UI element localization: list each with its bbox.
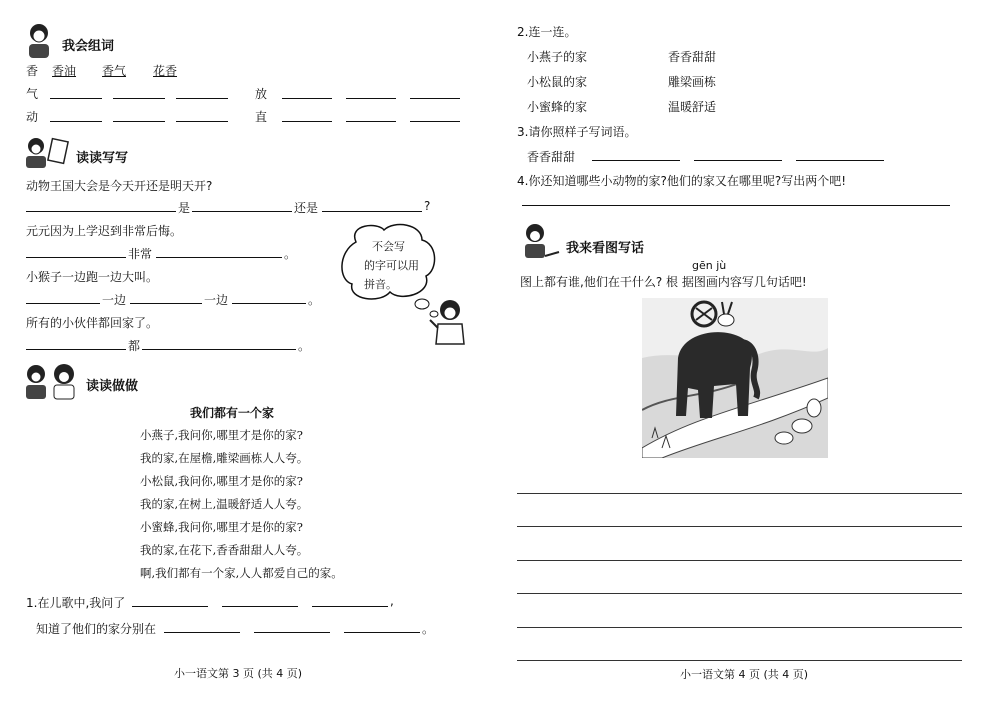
sentence: 所有的小伙伴都回家了。	[26, 316, 159, 330]
section-title-picture-writing: 我来看图写话	[566, 241, 645, 256]
sentence: 小猴子一边跑一边大叫。	[26, 270, 159, 284]
fill-punct: 。	[308, 293, 321, 307]
question-1-continued: 知道了他们的家分别在	[36, 622, 157, 636]
answer-blank[interactable]	[176, 98, 228, 99]
answer-blank[interactable]	[796, 160, 884, 161]
poem-line: 我的家,在树上,温暖舒适人人夸。	[140, 497, 309, 511]
answer-blank[interactable]	[192, 211, 292, 212]
prompt-char: 放	[255, 87, 268, 101]
match-left[interactable]: 小松鼠的家	[527, 75, 588, 89]
answer-line[interactable]	[522, 205, 950, 206]
poem-line: 啊,我们都有一个家,人人都爱自己的家。	[140, 566, 343, 580]
answer-blank[interactable]	[26, 303, 100, 304]
section-title-read-do: 读读做做	[86, 379, 139, 394]
answer-blank[interactable]	[232, 303, 306, 304]
elephant-rabbit-illustration	[642, 298, 828, 458]
bubble-line: 不会写	[372, 240, 405, 253]
answer-blank[interactable]	[322, 211, 422, 212]
page-footer: 小一语文第 4 页 (共 4 页)	[680, 668, 809, 681]
answer-blank[interactable]	[254, 632, 330, 633]
sentence: 元元因为上学迟到非常后悔。	[26, 224, 183, 238]
writing-line[interactable]	[517, 627, 962, 628]
answer-blank[interactable]	[410, 98, 460, 99]
prompt-char: 气	[26, 87, 39, 101]
answer-blank[interactable]	[156, 257, 282, 258]
section-title-word-building: 我会组词	[62, 39, 115, 54]
answer-blank[interactable]	[282, 98, 332, 99]
answer-blank[interactable]	[164, 632, 240, 633]
question-3-title: 3.请你照样子写词语。	[517, 125, 637, 139]
answer-blank[interactable]	[222, 606, 298, 607]
match-right[interactable]: 雕梁画栋	[668, 75, 717, 89]
match-left[interactable]: 小燕子的家	[527, 50, 588, 64]
section-title-read-write: 读读写写	[76, 151, 129, 166]
writing-line[interactable]	[517, 526, 962, 527]
writing-line[interactable]	[517, 560, 962, 561]
answer-blank[interactable]	[142, 349, 296, 350]
writing-line[interactable]	[517, 593, 962, 594]
answer-blank[interactable]	[410, 121, 460, 122]
answer-blank[interactable]	[312, 606, 388, 607]
answer-blank[interactable]	[50, 121, 102, 122]
match-left[interactable]: 小蜜蜂的家	[527, 100, 588, 114]
fill-punct: ,	[390, 594, 394, 608]
prompt-char: 动	[26, 110, 39, 124]
bubble-line: 拼音。	[364, 278, 397, 291]
fill-word: 是	[178, 201, 191, 215]
poem-line: 我的家,在屋檐,雕梁画栋人人夸。	[140, 451, 309, 465]
writing-line[interactable]	[517, 660, 962, 661]
answer-blank[interactable]	[176, 121, 228, 122]
answer-blank[interactable]	[132, 606, 208, 607]
answer-blank[interactable]	[26, 257, 126, 258]
example-char: 香	[26, 64, 39, 78]
question-1: 1.在儿歌中,我问了	[26, 596, 126, 610]
bubble-line: 的字可以用	[364, 259, 419, 272]
example-word: 花香	[153, 64, 178, 78]
answer-blank[interactable]	[344, 632, 420, 633]
boy-writing-icon	[517, 222, 561, 260]
answer-blank[interactable]	[592, 160, 680, 161]
writing-line[interactable]	[517, 493, 962, 494]
match-right[interactable]: 温暖舒适	[668, 100, 717, 114]
fill-punct: ?	[424, 199, 431, 213]
girl-pointing-icon	[426, 298, 468, 346]
fill-punct: 。	[422, 622, 435, 636]
page-footer: 小一语文第 3 页 (共 4 页)	[174, 667, 303, 680]
fill-punct: 。	[284, 247, 297, 261]
answer-blank[interactable]	[130, 303, 202, 304]
answer-blank[interactable]	[26, 211, 176, 212]
poem-line: 小蜜蜂,我问你,哪里才是你的家?	[140, 520, 303, 534]
answer-blank[interactable]	[282, 121, 332, 122]
fill-word: 一边	[204, 293, 229, 307]
match-right[interactable]: 香香甜甜	[668, 50, 717, 64]
fill-word: 还是	[294, 201, 319, 215]
boy-icon	[22, 22, 56, 60]
reading-boy-icon	[22, 136, 72, 170]
answer-blank[interactable]	[50, 98, 102, 99]
sentence: 动物王国大会是今天开还是明天开?	[26, 179, 213, 193]
fill-punct: 。	[298, 339, 311, 353]
answer-blank[interactable]	[113, 98, 165, 99]
fill-word: 一边	[102, 293, 127, 307]
thought-bubble	[338, 222, 438, 306]
question-2-title: 2.连一连。	[517, 25, 577, 39]
fill-word: 都	[128, 339, 141, 353]
two-children-icon	[22, 363, 80, 401]
poem-line: 我的家,在花下,香香甜甜人人夸。	[140, 543, 309, 557]
answer-blank[interactable]	[346, 121, 396, 122]
answer-blank[interactable]	[694, 160, 782, 161]
example-word: 香香甜甜	[527, 150, 576, 164]
pinyin-annotation: gēn jù	[692, 259, 727, 272]
poem-title: 我们都有一个家	[190, 406, 275, 420]
poem-line: 小燕子,我问你,哪里才是你的家?	[140, 428, 303, 442]
prompt-char: 直	[255, 110, 268, 124]
question-4-title: 4.你还知道哪些小动物的家?他们的家又在哪里呢?写出两个吧!	[517, 174, 847, 188]
example-word: 香油	[52, 64, 77, 78]
answer-blank[interactable]	[26, 349, 126, 350]
answer-blank[interactable]	[346, 98, 396, 99]
example-word: 香气	[102, 64, 127, 78]
answer-blank[interactable]	[113, 121, 165, 122]
poem-line: 小松鼠,我问你,哪里才是你的家?	[140, 474, 303, 488]
writing-prompt: 图上都有谁,他们在干什么? 根 据图画内容写几句话吧!	[520, 275, 807, 289]
fill-word: 非常	[128, 247, 153, 261]
